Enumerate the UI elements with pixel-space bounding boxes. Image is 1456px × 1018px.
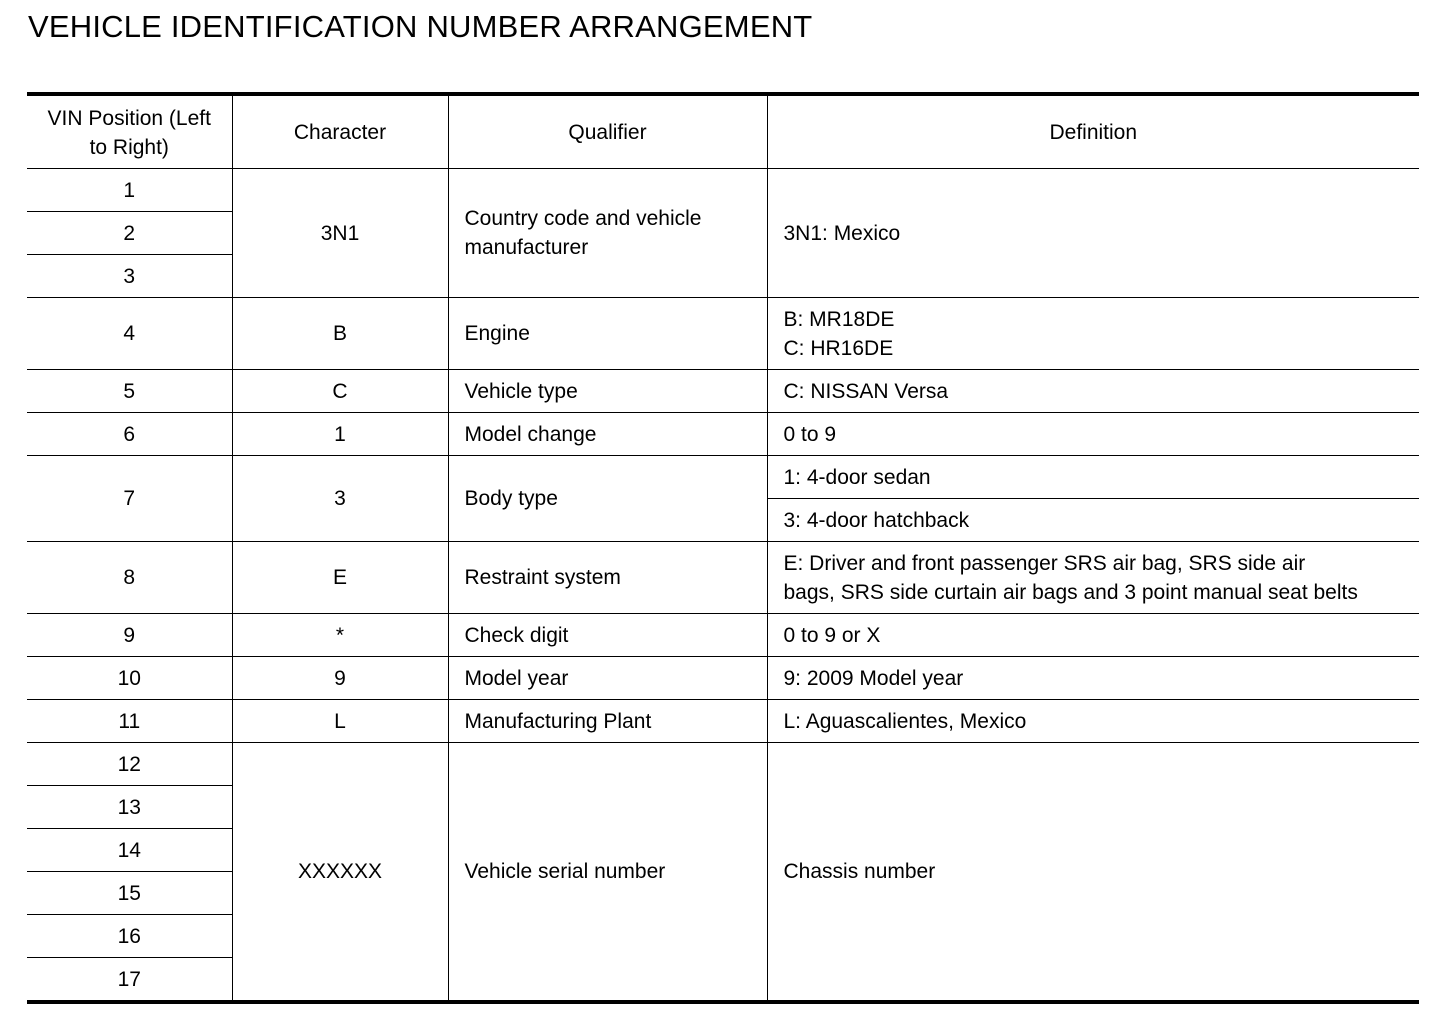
vin-position-cell: 13 <box>27 786 232 829</box>
character-cell: C <box>232 370 448 413</box>
vin-position-cell: 3 <box>27 255 232 298</box>
qualifier-cell: Model year <box>448 657 767 700</box>
definition-line: bags, SRS side curtain air bags and 3 point manual seat belts <box>783 580 1358 604</box>
character-cell: 1 <box>232 413 448 456</box>
definition-cell: C: NISSAN Versa <box>767 370 1419 413</box>
vin-position-cell: 5 <box>27 370 232 413</box>
header-vin-position-line1: VIN Position (Left <box>47 107 211 130</box>
qualifier-cell: Vehicle type <box>448 370 767 413</box>
vin-position-cell: 10 <box>27 657 232 700</box>
qualifier-cell: Manufacturing Plant <box>448 700 767 743</box>
character-cell: B <box>232 298 448 370</box>
qualifier-cell: Model change <box>448 413 767 456</box>
table-header-row <box>27 94 1419 169</box>
vin-position-cell: 15 <box>27 872 232 915</box>
table-row <box>27 169 1419 212</box>
character-cell: L <box>232 700 448 743</box>
definition-cell: 9: 2009 Model year <box>767 657 1419 700</box>
definition-cell: 0 to 9 <box>767 413 1419 456</box>
vin-position-cell: 7 <box>27 456 232 542</box>
page-title: VEHICLE IDENTIFICATION NUMBER ARRANGEMENT <box>28 9 813 44</box>
vin-position-cell: 4 <box>27 298 232 370</box>
character-cell: 3N1 <box>232 169 448 298</box>
definition-line: E: Driver and front passenger SRS air bag, SRS side air <box>783 551 1306 575</box>
definition-cell <box>767 298 1419 370</box>
vin-position-cell: 8 <box>27 542 232 614</box>
character-cell: * <box>232 614 448 657</box>
header-vin-position <box>27 94 232 169</box>
table-row <box>27 456 1419 499</box>
vin-position-cell: 6 <box>27 413 232 456</box>
table-row <box>27 370 1419 413</box>
table-row <box>27 298 1419 370</box>
definition-cell: 0 to 9 or X <box>767 614 1419 657</box>
character-cell: E <box>232 542 448 614</box>
table-row <box>27 743 1419 786</box>
definition-cell: 3: 4-door hatchback <box>767 499 1419 542</box>
qualifier-cell: Body type <box>448 456 767 542</box>
vin-position-cell: 12 <box>27 743 232 786</box>
header-qualifier: Qualifier <box>448 94 767 169</box>
vin-position-cell: 9 <box>27 614 232 657</box>
qualifier-cell <box>448 169 767 298</box>
definition-cell <box>767 542 1419 614</box>
vin-position-cell: 11 <box>27 700 232 743</box>
table-row <box>27 657 1419 700</box>
table-row <box>27 413 1419 456</box>
table-row <box>27 542 1419 614</box>
header-character: Character <box>232 94 448 169</box>
qualifier-line: Country code and vehicle <box>464 207 702 230</box>
table-row <box>27 700 1419 743</box>
vin-position-cell: 2 <box>27 212 232 255</box>
qualifier-cell: Check digit <box>448 614 767 657</box>
character-cell: 3 <box>232 456 448 542</box>
definition-cell: 1: 4-door sedan <box>767 456 1419 499</box>
vin-arrangement-table <box>27 92 1419 1004</box>
vin-position-cell: 14 <box>27 829 232 872</box>
qualifier-cell: Engine <box>448 298 767 370</box>
header-vin-position-line2: to Right) <box>89 136 169 159</box>
table-row <box>27 614 1419 657</box>
qualifier-line: manufacturer <box>464 236 589 259</box>
character-cell: 9 <box>232 657 448 700</box>
vin-position-cell: 16 <box>27 915 232 958</box>
vin-position-cell: 17 <box>27 958 232 1003</box>
vin-position-cell: 1 <box>27 169 232 212</box>
header-definition: Definition <box>767 94 1419 169</box>
definition-cell: L: Aguascalientes, Mexico <box>767 700 1419 743</box>
character-cell: XXXXXX <box>232 743 448 1003</box>
definition-line: B: MR18DE <box>783 307 895 331</box>
qualifier-cell: Restraint system <box>448 542 767 614</box>
definition-cell: Chassis number <box>767 743 1419 1003</box>
qualifier-cell: Vehicle serial number <box>448 743 767 1003</box>
definition-line: C: HR16DE <box>783 336 894 360</box>
definition-cell: 3N1: Mexico <box>767 169 1419 298</box>
